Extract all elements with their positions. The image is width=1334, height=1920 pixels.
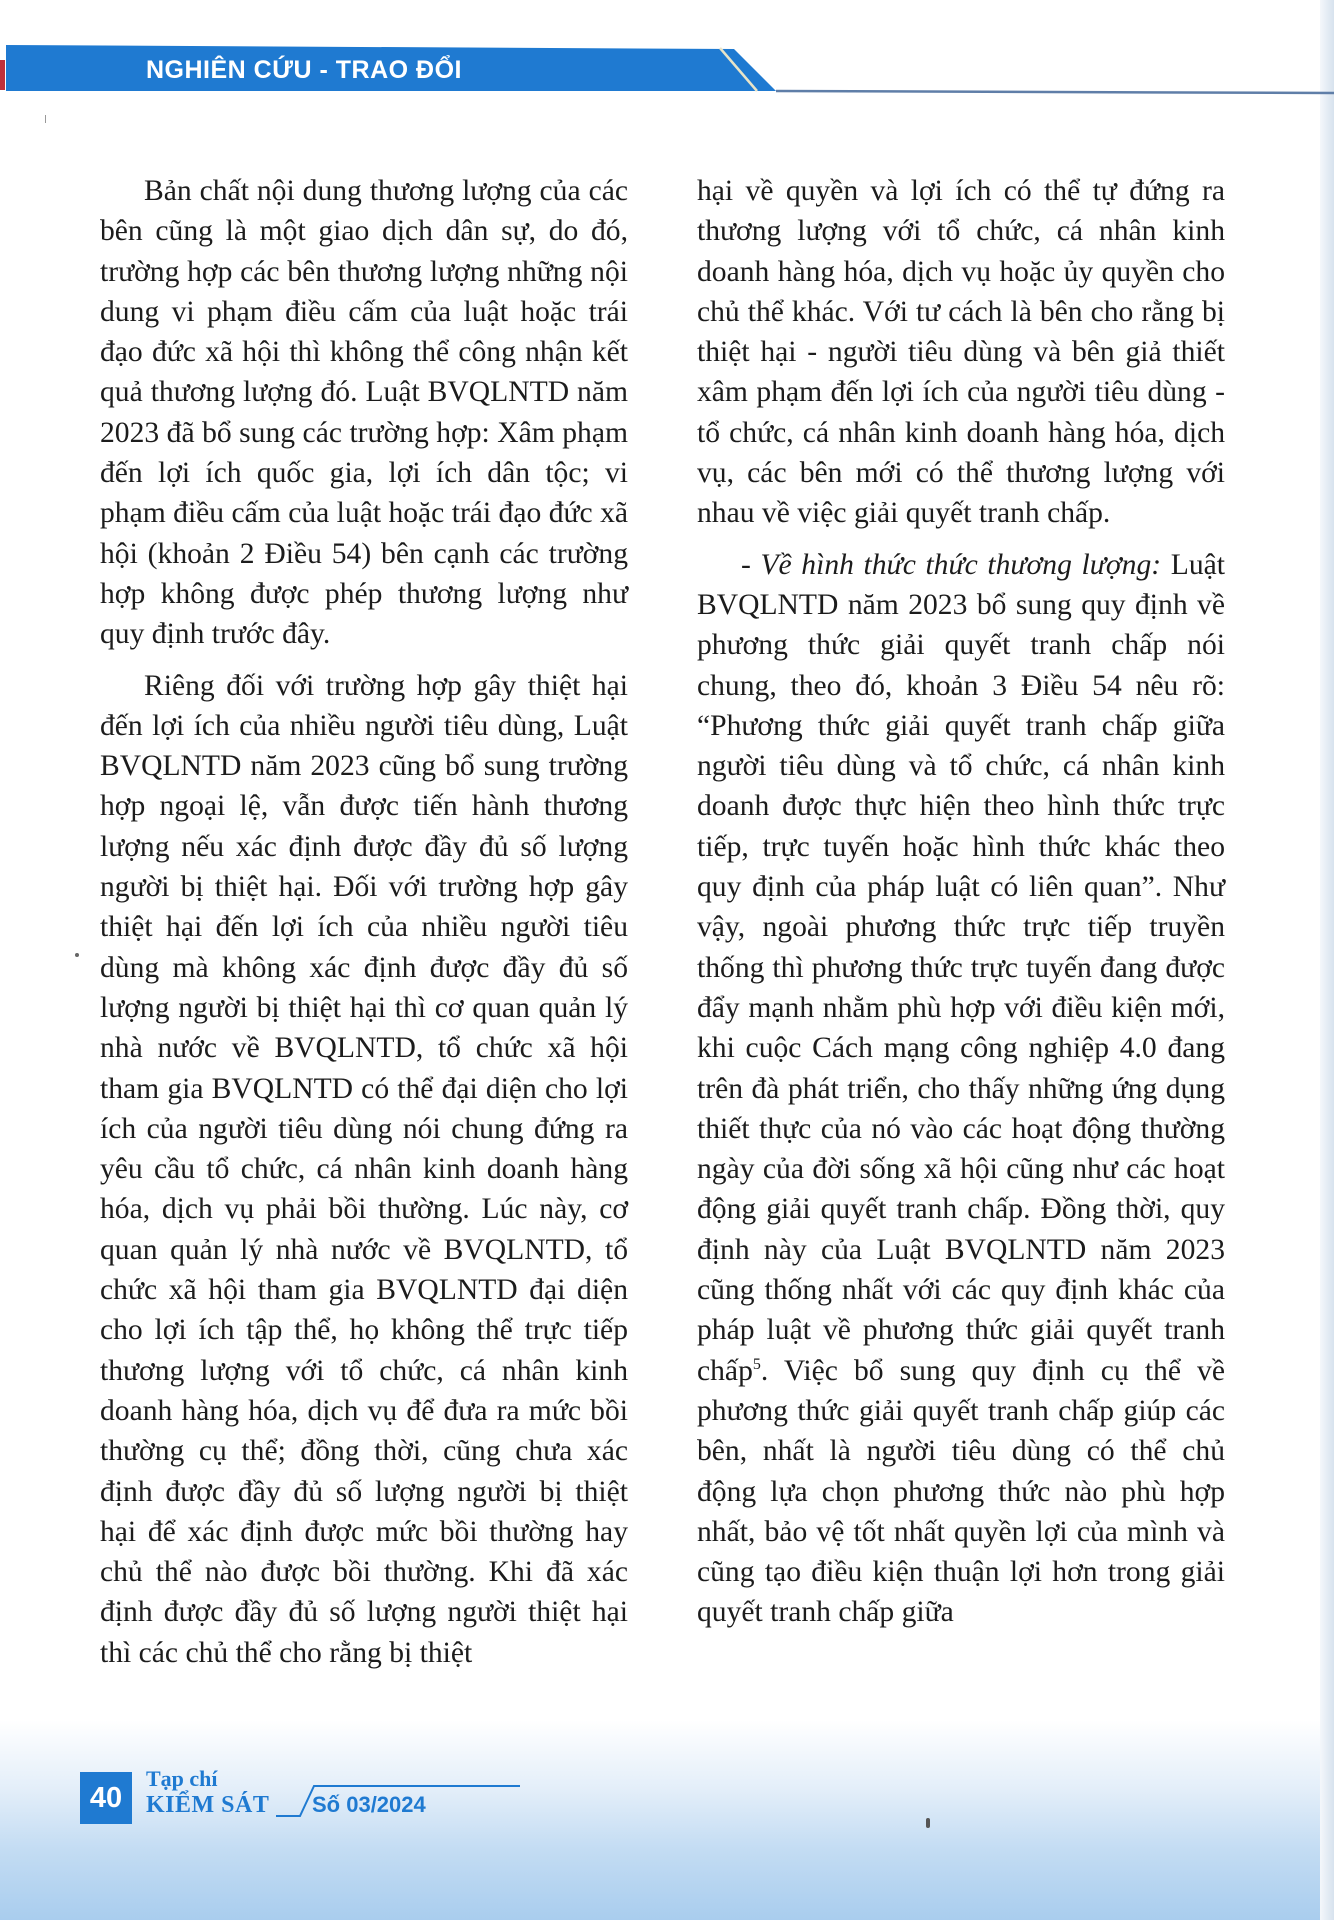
left-column <box>100 171 628 1673</box>
paragraph-continuation: hại về quyền và lợi ích có thể tự đứng ra thương lượng với tổ chức, cá nhân kinh doanh hàng hóa, dịch vụ hoặc ủy quyền cho chủ thể khác. Với tư cách là bên cho rằng bị thiệt hại - người tiêu dùng và bên giả thiết xâm phạm đến lợi ích của người tiêu dùng - tổ chức, cá nhân kinh doanh hàng hóa, dịch vụ, các bên mới có thể thương lượng với nhau về việc giải quyết tranh chấp. <box>697 175 1225 530</box>
page-edge-left <box>0 60 5 90</box>
margin-mark <box>45 115 46 123</box>
paragraph-text: Luật BVQLNTD năm 2023 bổ sung quy định về phương thức giải quyết tranh chấp nói chung, theo đó, khoản 3 Điều 54 nêu rõ: “Phương thức giải quyết tranh chấp giữa người tiêu dùng và tổ chức, cá nhân kinh doanh được thực hiện theo hình thức trực tiếp, trực tuyến hoặc hình thức khác theo quy định của pháp luật có liên quan”. Như vậy, ngoài phương thức trực tiếp truyền thống thì phương thức trực tuyến đang được đẩy mạnh nhằm phù hợp với điều kiện mới, khi cuộc Cách mạng công nghiệp 4.0 đang trên đà phát triển, cho thấy những ứng dụng thiết thực của nó vào các hoạt động thường ngày của đời sống xã hội cũng như các hoạt động giải quyết tranh chấp. Đồng thời, quy định này của Luật BVQLNTD năm 2023 cũng thống nhất với các quy định khác của pháp luật về phương thức giải quyết tranh chấp <box>697 548 1225 1387</box>
margin-dot <box>75 953 79 957</box>
scan-speck <box>926 1818 930 1828</box>
section-title: NGHIÊN CỨU - TRAO ĐỔI <box>146 56 462 84</box>
right-column <box>697 171 1225 1633</box>
header-rule-line <box>776 91 1334 93</box>
subheading-italic: - Về hình thức thức thương lượng: <box>741 548 1162 581</box>
paragraph-text: . Việc bổ sung quy định cụ thể về phương thức giải quyết tranh chấp giúp các bên, nhất là người tiêu dùng có thể chủ động lựa chọn phương thức nào phù hợp nhất, bảo vệ tốt nhất quyền lợi của mình và cũng tạo điều kiện thuận lợi hơn trong giải quyết tranh chấp giữa <box>697 1354 1225 1629</box>
page-number: 40 <box>80 1772 132 1824</box>
magazine-name-line1: Tạp chí <box>146 1766 218 1791</box>
issue-number: Số 03/2024 <box>312 1792 426 1817</box>
footnote-ref[interactable]: 5 <box>752 1355 761 1373</box>
paragraph: Riêng đối với trường hợp gây thiệt hại đến lợi ích của nhiều người tiêu dùng, Luật BVQLNTD năm 2023 cũng bổ sung trường hợp ngoại lệ, vẫn được tiến hành thương lượng nếu xác định được đầy đủ số lượng người bị thiệt hại. Đối với trường hợp gây thiệt hại đến lợi ích của nhiều người tiêu dùng mà không xác định được đầy đủ số lượng người bị thiệt hại thì cơ quan quản lý nhà nước về BVQLNTD, tổ chức xã hội tham gia BVQLNTD có thể đại diện cho lợi ích của người tiêu dùng nói chung đứng ra yêu cầu tổ chức, cá nhân kinh doanh hàng hóa, dịch vụ phải bồi thường. Lúc này, cơ quan quản lý nhà nước về BVQLNTD, tổ chức xã hội tham gia BVQLNTD đại diện cho lợi ích tập thể, họ không thể trực tiếp thương lượng với tổ chức, cá nhân kinh doanh hàng hóa, dịch vụ để đưa ra mức bồi thường cụ thể; đồng thời, cũng chưa xác định được đầy đủ số lượng người bị thiệt hại để xác định được mức bồi thường hay chủ thể nào được bồi thường. Khi đã xác định được đầy đủ số lượng người thiệt hại thì các chủ thể cho rằng bị thiệt <box>100 669 628 1669</box>
paragraph <box>697 545 1225 1633</box>
magazine-name-line2: KIỂM SÁT <box>146 1792 270 1818</box>
paragraph: Bản chất nội dung thương lượng của các bên cũng là một giao dịch dân sự, do đó, trường hợp các bên thương lượng những nội dung vi phạm điều cấm của luật hoặc trái đạo đức xã hội thì không thể công nhận kết quả thương lượng đó. Luật BVQLNTD năm 2023 đã bổ sung các trường hợp: Xâm phạm đến lợi ích quốc gia, lợi ích dân tộc; vi phạm điều cấm của luật hoặc trái đạo đức xã hội (khoản 2 Điều 54) bên cạnh các trường hợp không được phép thương lượng như quy định trước đây. <box>100 175 628 651</box>
page-edge-right <box>1320 0 1334 1920</box>
